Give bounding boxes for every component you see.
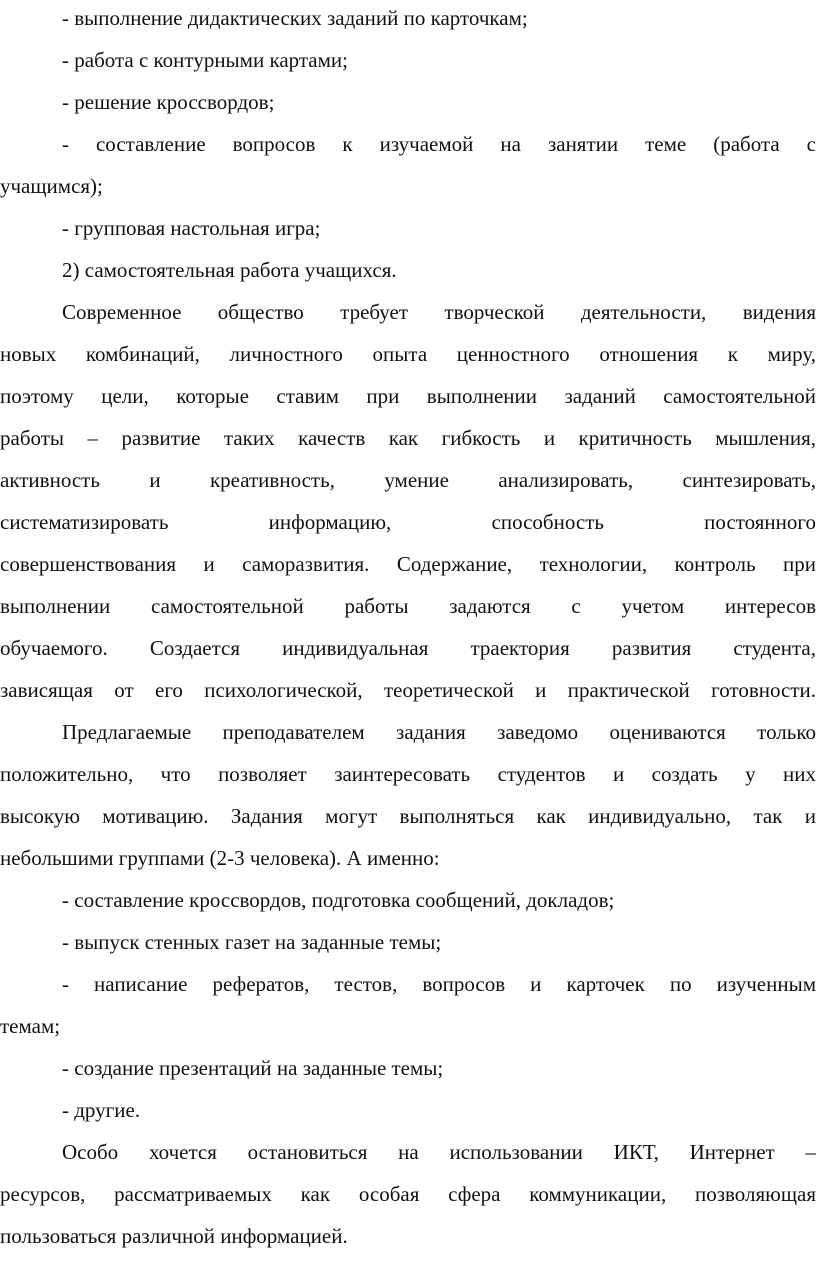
text-line: активность и креативность, умение анализировать, синтезировать, <box>0 468 816 492</box>
text-line: - работа с контурными картами; <box>62 48 348 72</box>
text-line: - другие. <box>62 1098 141 1122</box>
text-line: - выпуск стенных газет на заданные темы; <box>62 930 442 954</box>
text-line: систематизировать информацию, способность постоянного <box>0 510 816 534</box>
text-line: темам; <box>0 1014 61 1038</box>
text-line: пользоваться различной информацией. <box>0 1224 348 1248</box>
text-line: поэтому цели, которые ставим при выполнении заданий самостоятельной <box>0 384 816 408</box>
text-line: новых комбинаций, личностного опыта ценностного отношения к миру, <box>0 342 816 366</box>
text-line: - написание рефератов, тестов, вопросов и карточек по изученным <box>62 972 816 996</box>
text-line: зависящая от его психологической, теоретической и практической готовности. <box>0 678 816 702</box>
text-line: Современное общество требует творческой деятельности, видения <box>62 300 816 324</box>
text-line: Предлагаемые преподавателем задания заведомо оцениваются только <box>62 720 816 744</box>
text-line: Особо хочется остановиться на использовании ИКТ, Интернет – <box>62 1140 816 1164</box>
text-line: - решение кроссвордов; <box>62 90 275 114</box>
text-line: высокую мотивацию. Задания могут выполняться как индивидуально, так и <box>0 804 816 828</box>
text-line: - создание презентаций на заданные темы; <box>62 1056 444 1080</box>
text-line: - составление кроссвордов, подготовка сообщений, докладов; <box>62 888 615 912</box>
text-line: - выполнение дидактических заданий по карточкам; <box>62 6 528 30</box>
text-line: небольшими группами (2-3 человека). А именно: <box>0 846 440 870</box>
text-line: выполнении самостоятельной работы задаются с учетом интересов <box>0 594 816 618</box>
text-line: работы – развитие таких качеств как гибкость и критичность мышления, <box>0 426 816 450</box>
text-line: учащимся); <box>0 174 103 198</box>
text-line: совершенствования и саморазвития. Содержание, технологии, контроль при <box>0 552 816 576</box>
text-line: - составление вопросов к изучаемой на занятии теме (работа с <box>62 132 816 156</box>
text-line: положительно, что позволяет заинтересовать студентов и создать у них <box>0 762 816 786</box>
text-line: - групповая настольная игра; <box>62 216 321 240</box>
text-line: ресурсов, рассматриваемых как особая сфера коммуникации, позволяющая <box>0 1182 816 1206</box>
text-line: 2) самостоятельная работа учащихся. <box>62 258 397 282</box>
text-line: обучаемого. Создается индивидуальная траектория развития студента, <box>0 636 816 660</box>
